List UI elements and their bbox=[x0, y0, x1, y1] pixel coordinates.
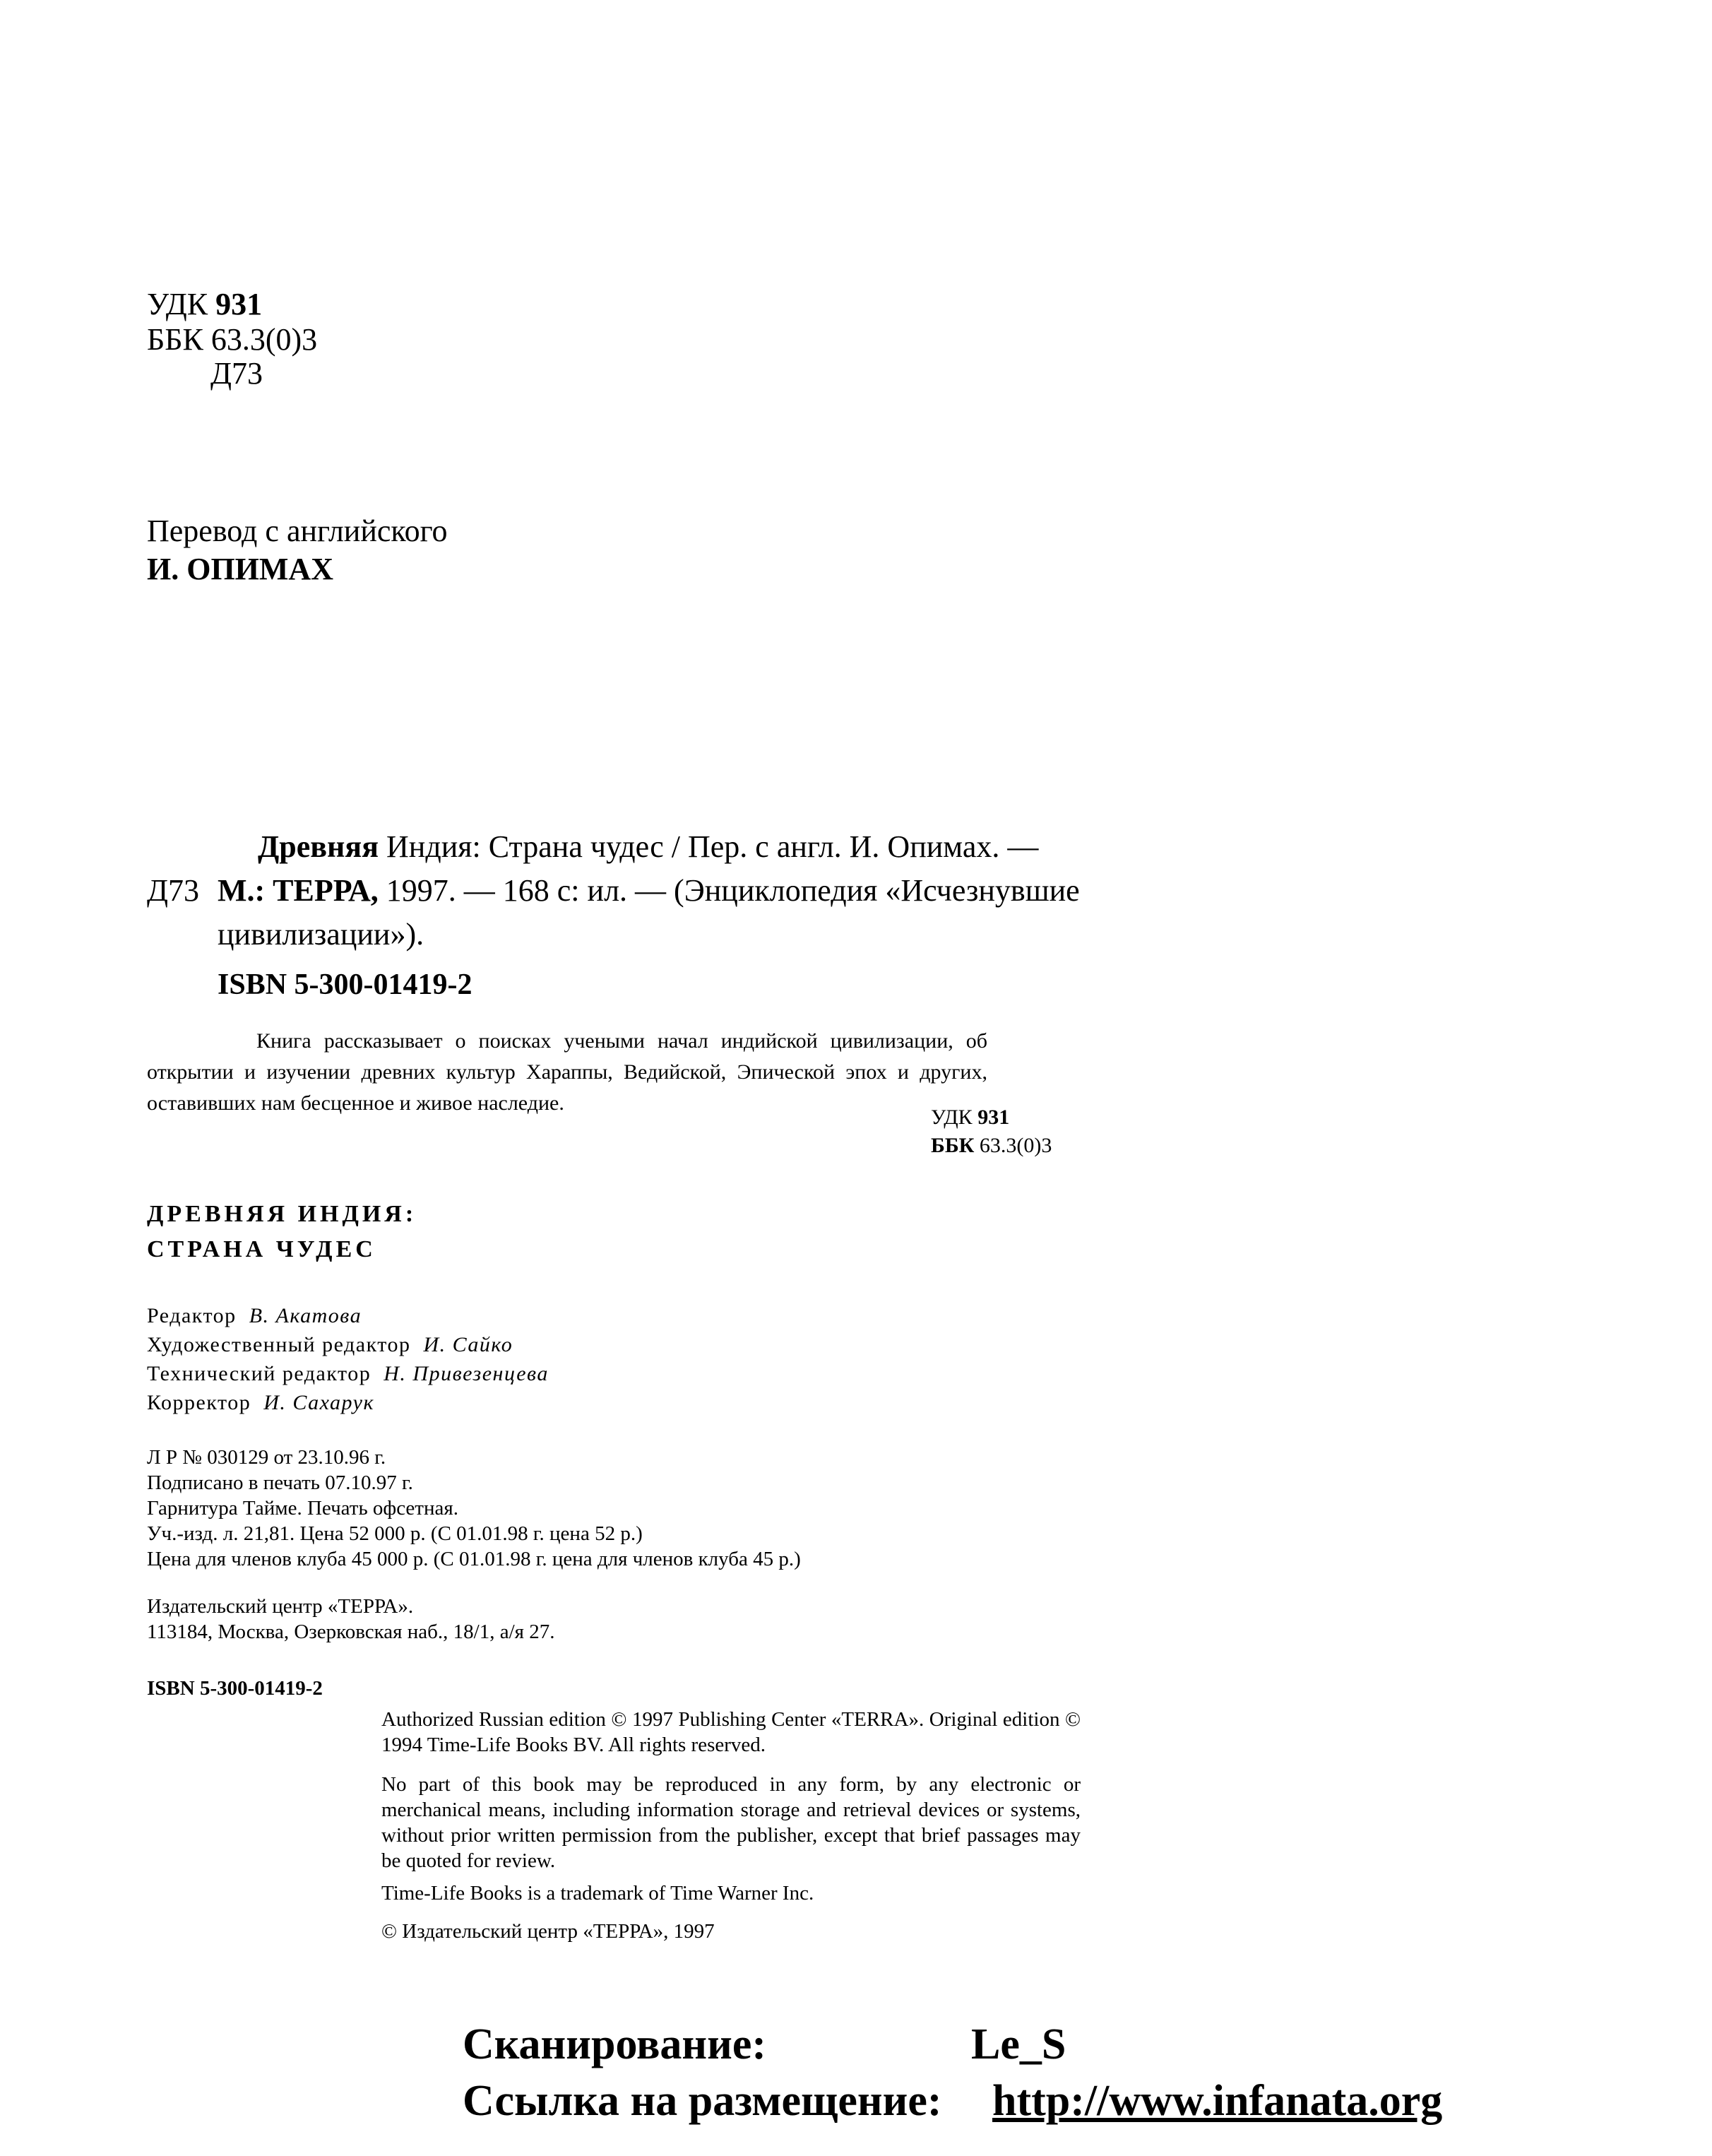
infanata-link-text[interactable]: http://www.infanata.org bbox=[992, 2077, 1443, 2125]
udk-line bbox=[147, 287, 262, 322]
translator-name: И. ОПИМАХ bbox=[147, 552, 333, 586]
staff-role: Технический редактор bbox=[147, 1362, 371, 1385]
publisher-name: Издательский центр «ТЕРРА». bbox=[147, 1595, 414, 1618]
print-info-line: Уч.-изд. л. 21,81. Цена 52 000 р. (С 01.01.98 г. цена 52 р.) bbox=[147, 1522, 643, 1545]
staff-role: Художественный редактор bbox=[147, 1333, 411, 1356]
catalog-line-3: цивилизации»). bbox=[218, 917, 424, 952]
publisher-address: 113184, Москва, Озерковская наб., 18/1, а/я 27. bbox=[147, 1621, 555, 1643]
staff-name: Н. Привезенцева bbox=[384, 1362, 549, 1385]
author-mark: Д73 bbox=[210, 356, 263, 391]
rights-notice: No part of this book may be reproduced in any form, by any electronic or merchanical means, including information storage and retrieval devices or systems, without prior written permission from the publisher, except that brief passages may be quoted for review. bbox=[381, 1773, 1081, 1872]
catalog-title-word: Древняя bbox=[258, 829, 379, 864]
staff-name: И. Сахарук bbox=[263, 1391, 374, 1414]
staff-name: В. Акатова bbox=[249, 1304, 362, 1327]
publisher-copyright: © Издательский центр «ТЕРРА», 1997 bbox=[381, 1920, 715, 1943]
copyright-notice: Authorized Russian edition © 1997 Publishing Center «TERRA». Original edition © 1994 Time-Life Books BV. All rights reserved. bbox=[381, 1708, 1081, 1756]
staff-art-editor bbox=[147, 1330, 513, 1359]
catalog-annotation: Книга рассказывает о поисках учеными начал индийской цивилизации, об открытии и изучении древних культур Хараппы, Ведийской, Эпической эпох и других, оставивших нам бесценное и живое наследие. bbox=[147, 1029, 987, 1115]
catalog-line-2 bbox=[218, 869, 1080, 913]
catalog-bbk-value: 63.3(0)3 bbox=[979, 1134, 1052, 1157]
staff-name: И. Сайко bbox=[423, 1333, 513, 1356]
udk-value: 931 bbox=[215, 287, 263, 321]
print-info-line: Цена для членов клуба 45 000 р. (С 01.01.98 г. цена для членов клуба 45 р.) bbox=[147, 1548, 801, 1570]
catalog-isbn: ISBN 5-300-01419-2 bbox=[218, 969, 472, 1001]
catalog-line-1-rest: Индия: Страна чудес / Пер. с англ. И. Опимах. — bbox=[379, 829, 1039, 864]
udk-label: УДК bbox=[147, 287, 208, 321]
staff-editor bbox=[147, 1301, 362, 1330]
book-title-line-2: СТРАНА ЧУДЕС bbox=[147, 1236, 376, 1262]
staff-role: Корректор bbox=[147, 1391, 251, 1414]
bbk-line: ББК 63.3(0)3 bbox=[147, 322, 318, 357]
print-info-line: Л Р № 030129 от 23.10.96 г. bbox=[147, 1446, 386, 1469]
catalog-line-1 bbox=[258, 825, 1038, 869]
scan-value: Le_S bbox=[971, 2020, 1066, 2068]
catalog-publisher: М.: ТЕРРА, bbox=[218, 873, 379, 908]
catalog-mark: Д73 bbox=[147, 873, 200, 908]
staff-tech-editor bbox=[147, 1359, 549, 1388]
catalog-line-2-rest: 1997. — 168 с: ил. — (Энциклопедия «Исчезнувшие bbox=[378, 873, 1080, 908]
catalog-bbk-label: ББК bbox=[931, 1134, 975, 1157]
book-title-line-1: ДРЕВНЯЯ ИНДИЯ: bbox=[147, 1201, 417, 1227]
catalog-udk-value: 931 bbox=[977, 1106, 1010, 1129]
catalog-udk bbox=[931, 1103, 1009, 1132]
catalog-udk-label: УДК bbox=[931, 1106, 973, 1129]
staff-role: Редактор bbox=[147, 1304, 237, 1327]
catalog-bbk bbox=[931, 1132, 1052, 1160]
trademark-notice: Time-Life Books is a trademark of Time Warner Inc. bbox=[381, 1882, 814, 1905]
isbn: ISBN 5-300-01419-2 bbox=[147, 1677, 323, 1700]
staff-proofreader bbox=[147, 1388, 374, 1417]
print-info-line: Подписано в печать 07.10.97 г. bbox=[147, 1471, 413, 1494]
print-info-line: Гарнитура Тайме. Печать офсетная. bbox=[147, 1497, 458, 1520]
link-label: Ссылка на размещение: bbox=[463, 2077, 942, 2125]
translation-line: Перевод с английского bbox=[147, 514, 448, 548]
infanata-link[interactable] bbox=[992, 2071, 1442, 2131]
scan-label: Сканирование: bbox=[463, 2020, 767, 2068]
